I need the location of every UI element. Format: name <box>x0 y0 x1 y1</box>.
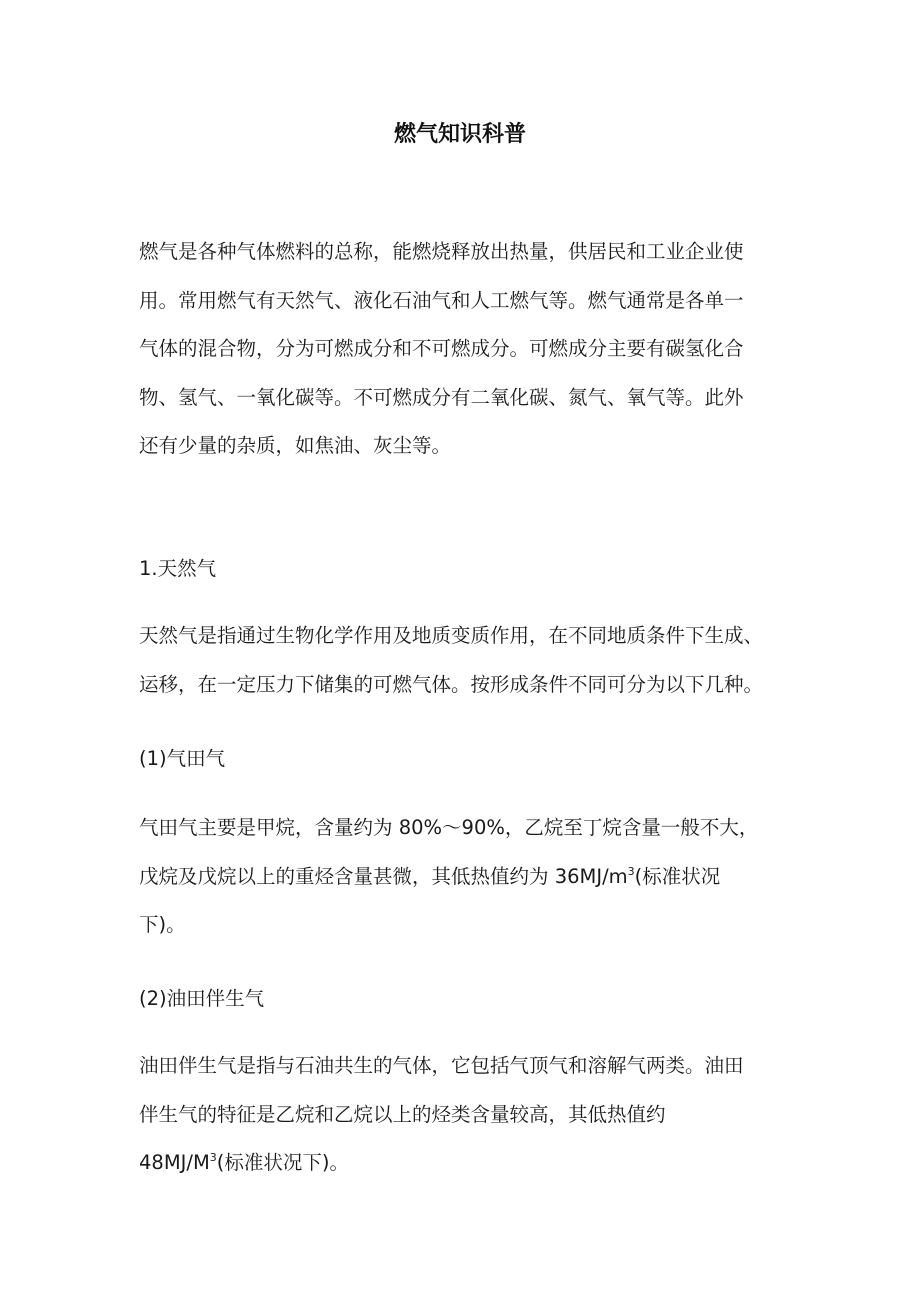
intro-line: 物、氢气、一氧化碳等。不可燃成分有二氧化碳、氮气、氧气等。此外 <box>139 385 744 409</box>
paragraph-line: 伴生气的特征是乙烷和乙烷以上的烃类含量较高，其低热值约 <box>139 1102 666 1126</box>
paragraph-line: 气田气主要是甲烷，含量约为 80%～90%，乙烷至丁烷含量一般不大， <box>139 816 759 839</box>
section-heading-natural-gas: 1.天然气 <box>139 557 217 580</box>
intro-line: 用。常用燃气有天然气、液化石油气和人工燃气等。燃气通常是各单一 <box>139 288 744 312</box>
text-segment: (标准状况 <box>634 864 721 888</box>
paragraph-line: 运移，在一定压力下储集的可燃气体。按形成条件不同可分为以下几种。 <box>139 672 764 696</box>
paragraph-line <box>139 853 809 902</box>
text-segment: 戊烷及戊烷以上的重烃含量甚微，其低热值约为 36MJ/m <box>139 864 628 888</box>
subheading-gas-field-gas: (1)气田气 <box>139 747 226 770</box>
intro-line: 气体的混合物，分为可燃成分和不可燃成分。可燃成分主要有碳氢化合 <box>139 337 744 360</box>
gas-field-gas-paragraph <box>139 804 809 950</box>
paragraph-line <box>139 1139 809 1188</box>
superscript: 3 <box>627 864 635 878</box>
superscript: 3 <box>209 1151 217 1164</box>
paragraph-line: 下)。 <box>139 913 186 936</box>
intro-line: 还有少量的杂质，如焦油、灰尘等。 <box>139 434 452 457</box>
oilfield-associated-gas-paragraph <box>139 1042 809 1188</box>
intro-paragraph <box>139 228 809 471</box>
natural-gas-paragraph <box>139 612 809 709</box>
paragraph-line: 油田伴生气是指与石油共生的气体，它包括气顶气和溶解气两类。油田 <box>139 1054 744 1077</box>
paragraph-line: 天然气是指通过生物化学作用及地质变质作用，在不同地质条件下生成、 <box>139 624 764 647</box>
text-segment: 48MJ/M <box>139 1151 210 1174</box>
document-title: 燃气知识科普 <box>393 122 526 147</box>
text-segment: (标准状况下)。 <box>216 1151 350 1174</box>
subheading-oilfield-associated-gas: (2)油田伴生气 <box>139 987 265 1010</box>
intro-line: 燃气是各种气体燃料的总称，能燃烧释放出热量，供居民和工业企业使 <box>139 240 744 263</box>
